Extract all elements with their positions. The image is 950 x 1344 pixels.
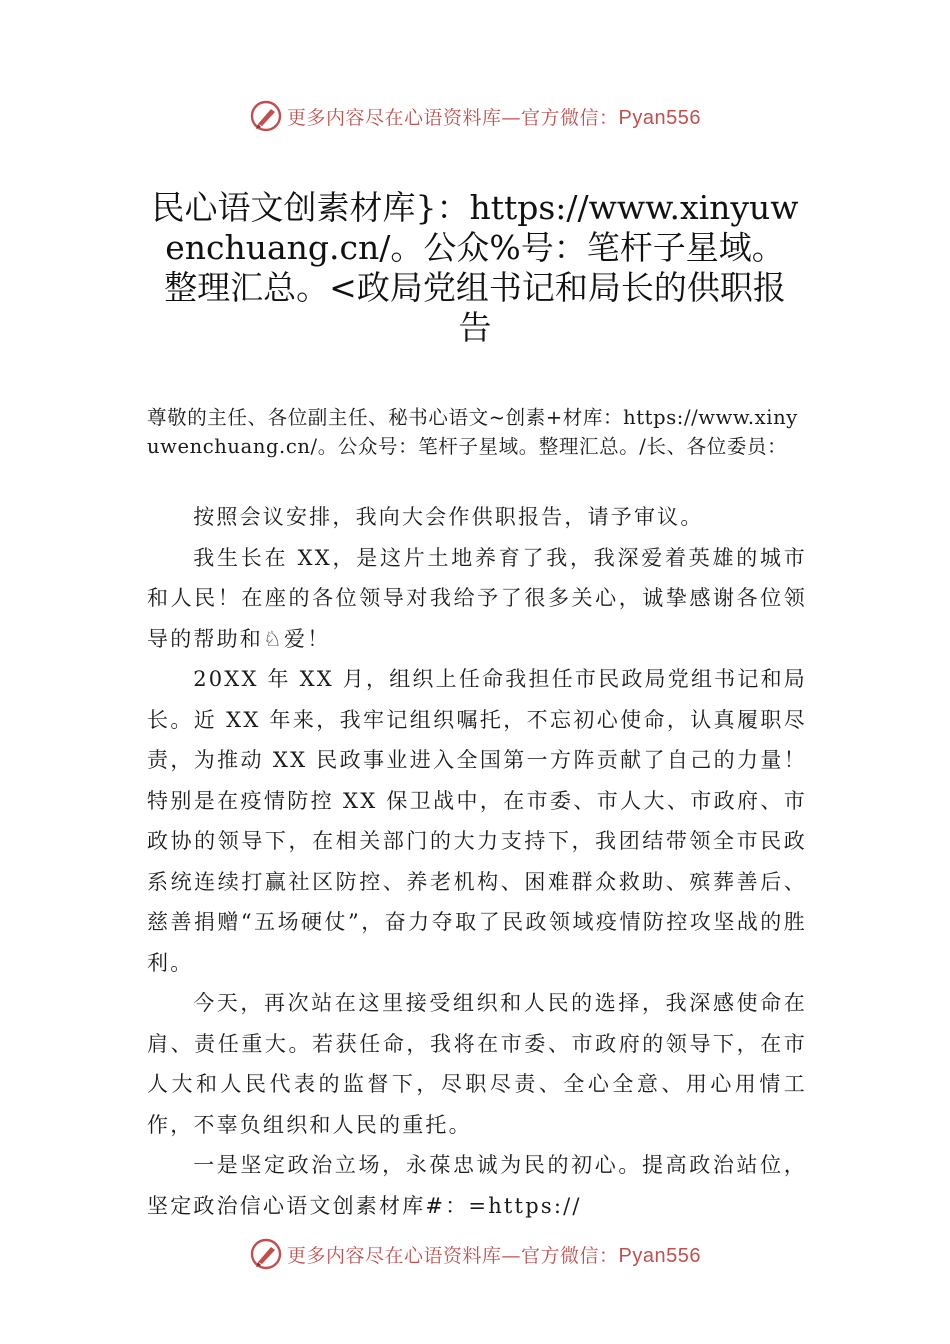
paragraph: 今天，再次站在这里接受组织和人民的选择，我深感使命在肩、责任重大。若获任命，我将在市委、市政府的领导下，在市人大和人民代表的监督下，尽职尽责、全心全意、用心用情工作，不辜负组织和人民的重托。 <box>147 991 807 1137</box>
banner-wechat-id: Pyan556 <box>618 106 701 129</box>
banner-label: 更多内容尽在心语资料库—官方微信： <box>287 1244 619 1267</box>
salutation: 尊敬的主任、各位副主任、秘书心语文~创素+材库：https://www.xinyuwenchuang.cn/。公众号：笔杆子星域。整理汇总。/长、各位委员： <box>147 406 798 458</box>
banner-text <box>287 1241 701 1268</box>
paragraph: 一是坚定政治立场，永葆忠诚为民的初心。提高政治站位，坚定政治信心语文创素材库#：=https:// <box>147 1153 807 1218</box>
pen-logo-icon <box>249 1237 283 1271</box>
banner-label: 更多内容尽在心语资料库—官方微信： <box>287 106 619 129</box>
paragraph: 按照会议安排，我向大会作供职报告，请予审议。 <box>193 505 704 529</box>
document-title: 民心语文创素材库}：https://www.xinyuwenchuang.cn/。公众%号：笔杆子星域。整理汇总。<政局党组书记和局长的供职报告 <box>151 188 799 347</box>
document-body <box>147 497 807 1226</box>
header-banner <box>0 96 950 136</box>
banner-text <box>287 103 701 130</box>
banner-wechat-id: Pyan556 <box>618 1244 701 1267</box>
paragraph: 我生长在 XX，是这片土地养育了我，我深爱着英雄的城市和人民！在座的各位领导对我给予了很多关心，诚挚感谢各位领导的帮助和♘爱！ <box>147 545 807 651</box>
pen-logo-icon <box>249 99 283 133</box>
footer-banner <box>0 1234 950 1274</box>
paragraph: 20XX 年 XX 月，组织上任命我担任市民政局党组书记和局长。近 XX 年来，我牢记组织嘱托，不忘初心使命，认真履职尽责，为推动 XX 民政事业进入全国第一方阵贡献了自己的力量！特别是在疫情防控 XX 保卫战中，在市委、市人大、市政府、市政协的领导下，在相关部门的大力支持下，我团结带领全市民政系统连续打赢社区防控、养老机构、困难群众救助、殡葬善后、慈善捐赠“五场硬仗”，奋力夺取了民政领域疫情防控攻坚战的胜利。 <box>147 667 807 975</box>
